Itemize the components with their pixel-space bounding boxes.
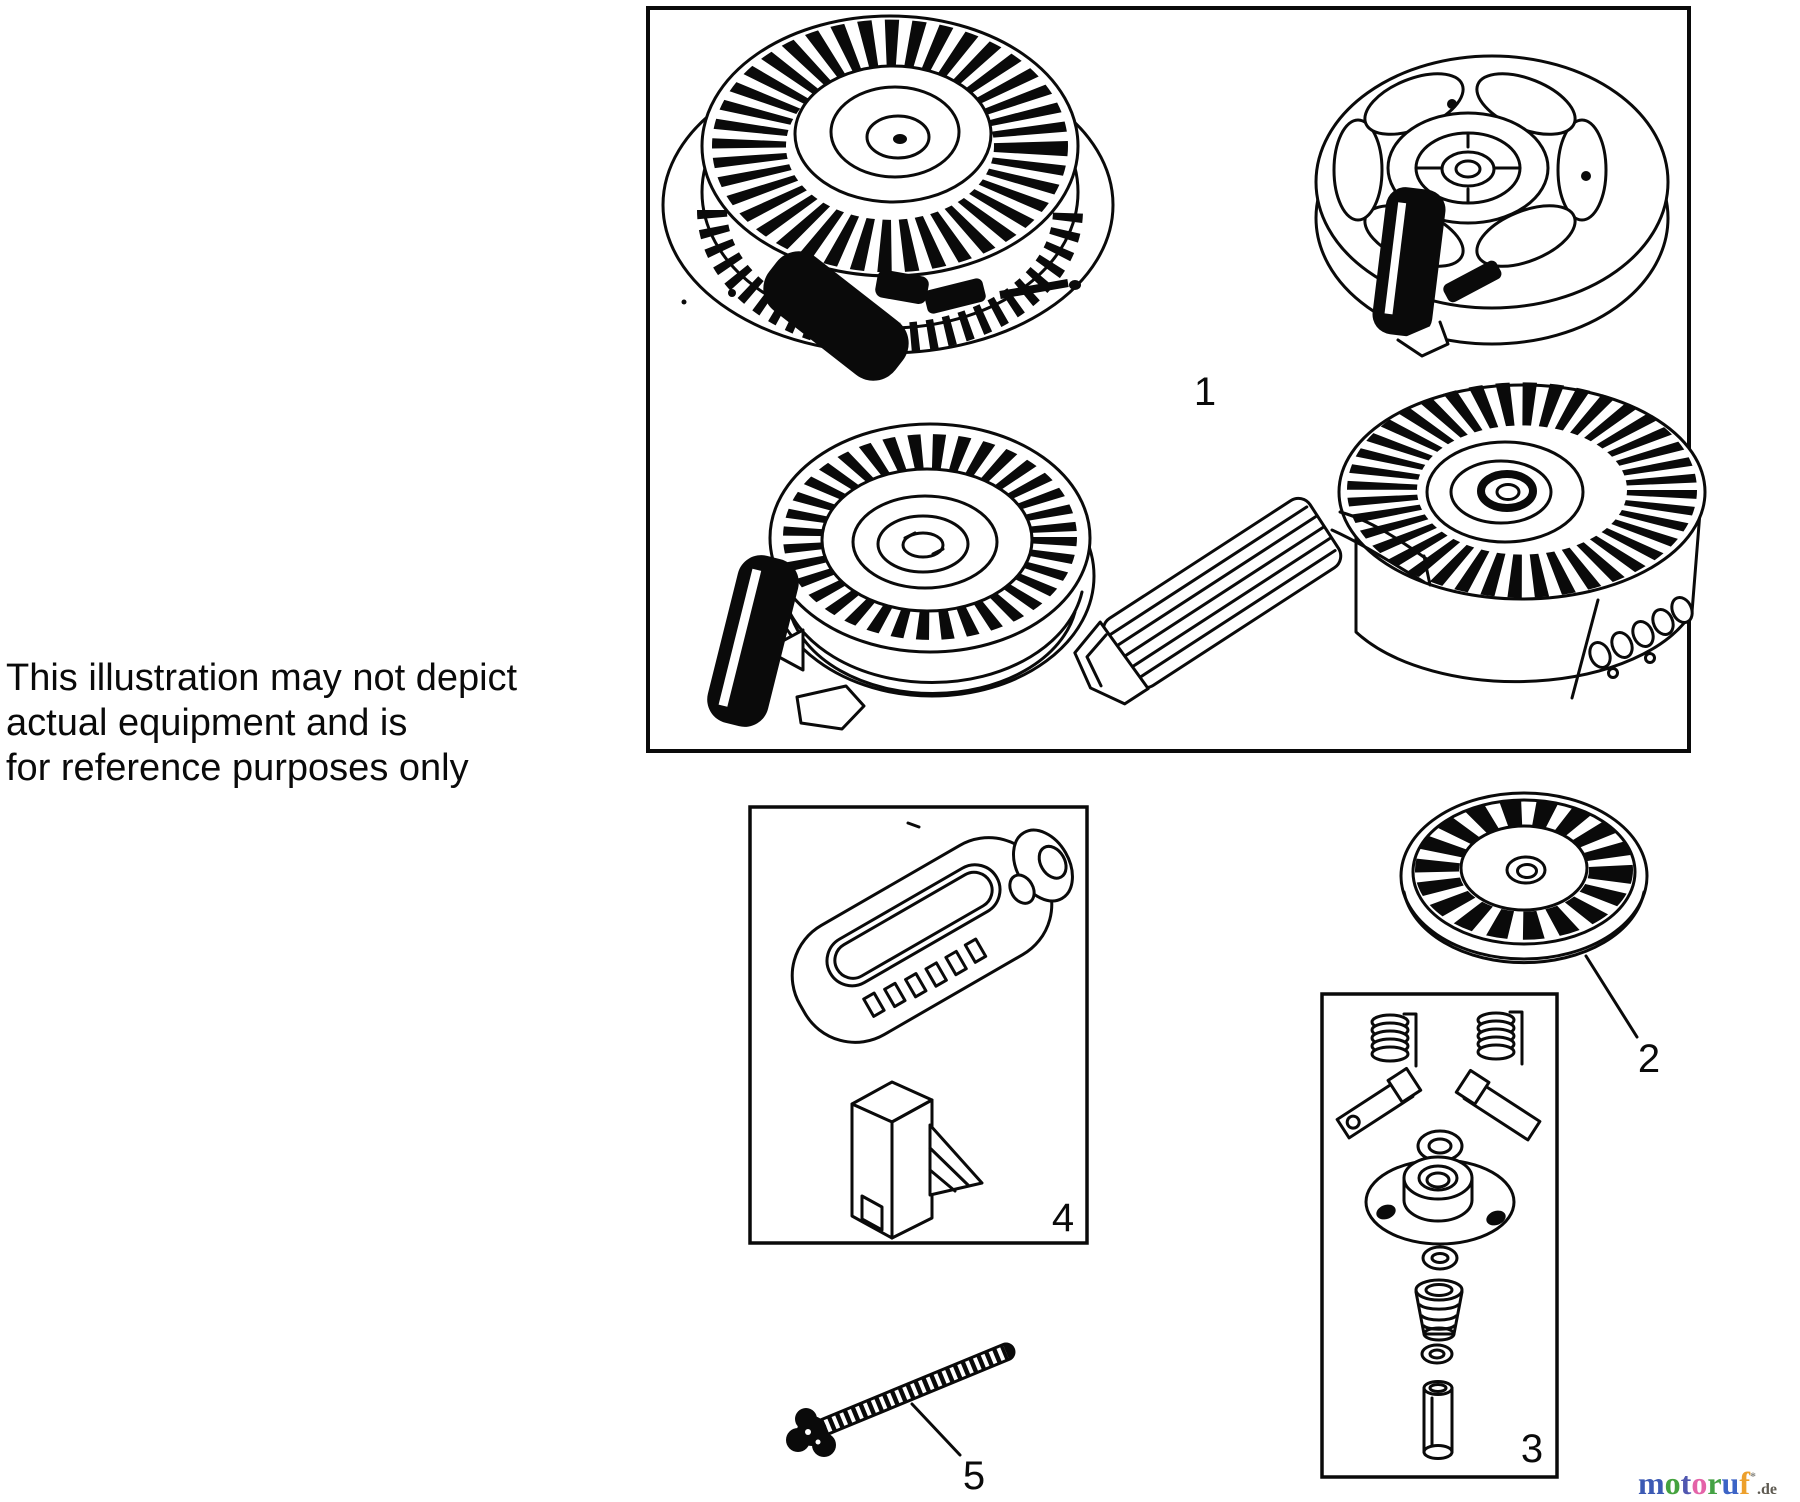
starter-pawl-right <box>1456 1070 1543 1139</box>
disclaimer-line-2: actual equipment and is <box>6 702 408 744</box>
pivot-pin <box>1424 1382 1452 1459</box>
pawl-spring-left <box>1372 1014 1416 1066</box>
part-label-4: 4 <box>1051 1196 1075 1240</box>
tapered-bushing <box>1416 1280 1462 1340</box>
logo-letter: o <box>1691 1465 1708 1501</box>
logo-letter: u <box>1721 1465 1740 1501</box>
logo-letter: f <box>1739 1465 1750 1501</box>
part-label-2: 2 <box>1637 1037 1661 1081</box>
part-label-1: 1 <box>1193 370 1217 414</box>
logo-letter: m <box>1638 1465 1665 1501</box>
starter-grip-handle <box>771 801 1099 1063</box>
mounting-bolt <box>786 1352 1006 1457</box>
hardware-kit <box>1334 1012 1542 1459</box>
starter-pawl-left <box>1334 1068 1421 1137</box>
leader-line-5 <box>912 1404 960 1455</box>
o-ring-upper <box>1423 1247 1457 1269</box>
starter-assembly-top-right <box>1316 56 1668 356</box>
part-label-3: 3 <box>1520 1427 1544 1471</box>
pawl-spring-right <box>1478 1012 1522 1064</box>
o-ring-lower <box>1422 1345 1452 1363</box>
motoruf-logo[interactable] <box>1638 1460 1777 1502</box>
logo-letter: t <box>1680 1465 1692 1501</box>
logo-letter: r <box>1707 1465 1722 1501</box>
logo-star: * <box>1749 1469 1757 1483</box>
starter-pulley <box>1401 793 1647 1037</box>
starter-handle-ribbed <box>1063 491 1346 714</box>
handle-insert-block <box>852 1082 982 1238</box>
starter-assembly-bottom-left <box>702 424 1094 732</box>
part-label-5: 5 <box>962 1454 986 1498</box>
logo-suffix: .de <box>1756 1481 1777 1498</box>
starter-assembly-top-left <box>663 16 1113 392</box>
starter-assembly-bottom-right <box>1063 385 1705 715</box>
leader-line-2 <box>1586 956 1637 1037</box>
logo-letter: o <box>1664 1465 1681 1501</box>
flanged-hub <box>1366 1157 1514 1244</box>
handle-kit <box>771 801 1099 1238</box>
disclaimer-line-1: This illustration may not depict <box>6 657 518 699</box>
disclaimer-line-3: for reference purposes only <box>6 747 469 789</box>
